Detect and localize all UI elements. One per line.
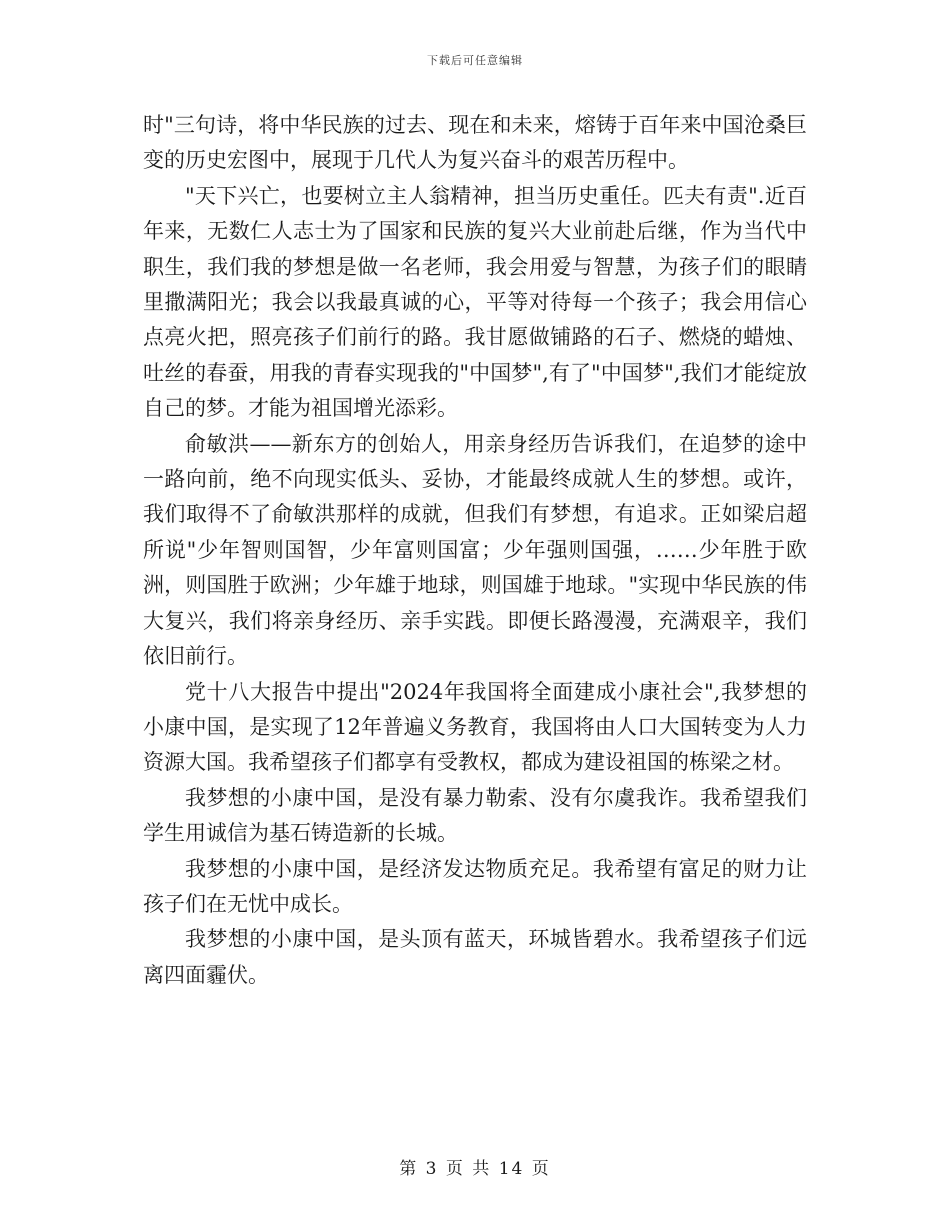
paragraph: 俞敏洪——新东方的创始人，用亲身经历告诉我们，在追梦的途中一路向前，绝不向现实低头、妥协，才能最终成就人生的梦想。或许，我们取得不了俞敏洪那样的成就，但我们有梦想，有追求。正如梁启超所说"少年智则国智，少年富则国富；少年强则国强，……少年胜于欧洲，则国胜于欧洲；少年雄于地球，则国雄于地球。"实现中华民族的伟大复兴，我们将亲身经历、亲手实践。即便长路漫漫，充满艰辛，我们依旧前行。 [143, 431, 807, 669]
paragraph: "天下兴亡，也要树立主人翁精神，担当历史重任。匹夫有责".近百年来，无数仁人志士为了国家和民族的复兴大业前赴后继，作为当代中职生，我们我的梦想是做一名老师，我会用爱与智慧，为孩子们的眼睛里撒满阳光；我会以我最真诚的心，平等对待每一个孩子；我会用信心点亮火把，照亮孩子们前行的路。我甘愿做铺路的石子、燃烧的蜡烛、吐丝的春蚕，用我的青春实现我的"中国梦",有了"中国梦",我们才能绽放自己的梦。才能为祖国增光添彩。 [143, 183, 807, 421]
paragraph: 我梦想的小康中国，是没有暴力勒索、没有尔虞我诈。我希望我们学生用诚信为基石铸造新的长城。 [143, 785, 807, 846]
paragraph: 我梦想的小康中国，是头顶有蓝天，环城皆碧水。我希望孩子们远离四面霾伏。 [143, 927, 807, 987]
paragraph: 党十八大报告中提出"2024年我国将全面建成小康社会",我梦想的小康中国，是实现了12年普遍义务教育，我国将由人口大国转变为人力资源大国。我希望孩子们都享有受教权，都成为建设祖国的栋梁之材。 [143, 679, 807, 775]
page-header: 下载后可任意编辑 [427, 54, 523, 67]
page-number-footer: 第 3 页 共 14 页 [399, 1159, 551, 1179]
body-text [143, 108, 807, 993]
paragraph: 我梦想的小康中国，是经济发达物质充足。我希望有富足的财力让孩子们在无忧中成长。 [143, 856, 807, 916]
paragraph-continued: 时"三句诗，将中华民族的过去、现在和未来，熔铸于百年来中国沧桑巨变的历史宏图中，展现于几代人为复兴奋斗的艰苦历程中。 [143, 113, 807, 173]
